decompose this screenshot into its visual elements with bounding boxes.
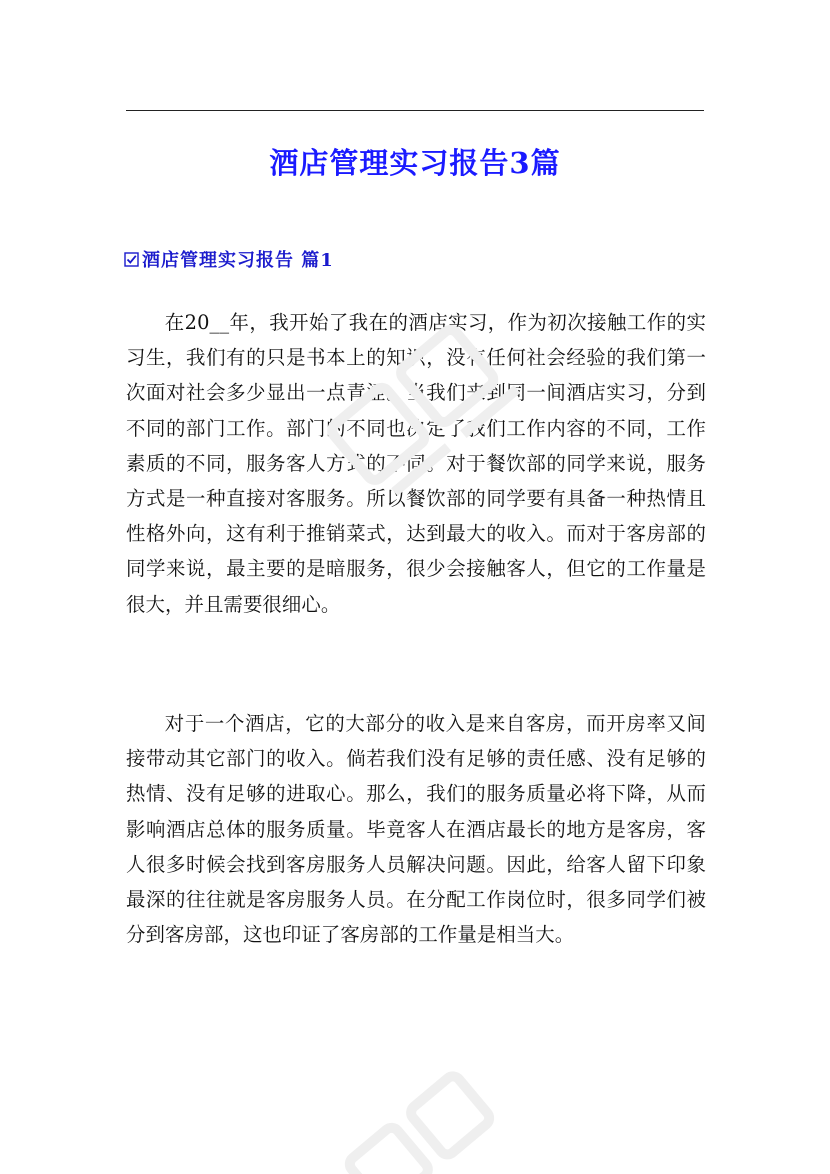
document-title: 酒店管理实习报告3篇	[269, 146, 561, 180]
watermark-logo-icon	[330, 1040, 550, 1174]
body-paragraph: 对于一个酒店，它的大部分的收入是来自客房，而开房率又间接带动其它部门的收入。倘若我们没有足够的责任感、没有足够的热情、没有足够的进取心。那么，我们的服务质量必将下降，从而影响酒店总体的服务质量。毕竟客人在酒店最长的地方是客房，客人很多时候会找到客房服务人员解决问题。因此，给客人留下印象最深的往往就是客房服务人员。在分配工作岗位时，很多同学们被分到客房部，这也印证了客房部的工作量是相当大。	[126, 712, 706, 947]
header-rule	[126, 110, 704, 111]
body-paragraph: 在20__年，我开始了我在的酒店实习，作为初次接触工作的实习生，我们有的只是书本上的知识，没有任何社会经验的我们第一次面对社会多少显出一点青涩。当我们来到同一间酒店实习，分到不同的部门工作。部门的不同也决定了我们工作内容的不同，工作素质的不同，服务客人方式的不同。对于餐饮部的同学来说，服务方式是一种直接对客服务。所以餐饮部的同学要有具备一种热情且性格外向，这有利于推销菜式，达到最大的收入。而对于客房部的同学来说，最主要的是暗服务，很少会接触客人，但它的工作量是很大，并且需要很细心。	[126, 311, 706, 616]
section-heading-text: 酒店管理实习报告 篇1	[142, 250, 334, 271]
section-heading	[124, 246, 334, 276]
checkbox-checked-icon	[124, 252, 139, 267]
